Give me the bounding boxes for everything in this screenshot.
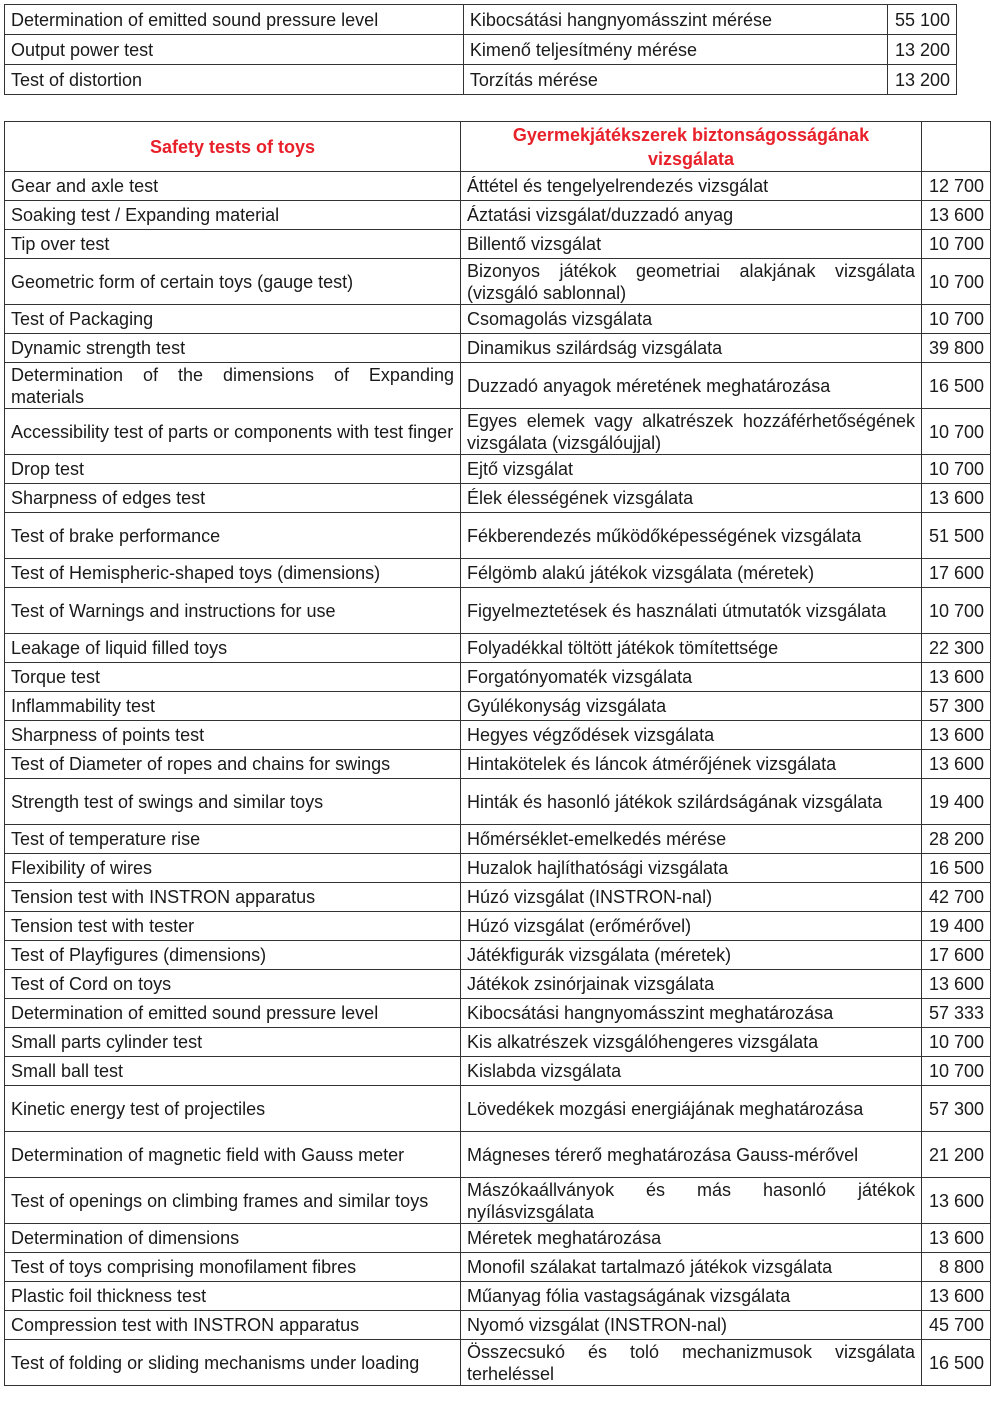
test-name-en: Flexibility of wires [5, 854, 461, 883]
test-name-hu: Félgömb alakú játékok vizsgálata (méretek) [461, 559, 922, 588]
test-price: 13 600 [922, 201, 991, 230]
table-row [5, 912, 991, 941]
test-name-hu: Kislabda vizsgálata [461, 1057, 922, 1086]
test-name-en: Test of Warnings and instructions for use [5, 588, 461, 634]
test-name-en: Leakage of liquid filled toys [5, 634, 461, 663]
test-name-hu: Mágneses térerő meghatározása Gauss-mérővel [461, 1132, 922, 1178]
test-name-hu: Mászókaállványok és más hasonló játékok nyílásvizsgálata [461, 1178, 922, 1224]
test-name-hu: Áztatási vizsgálat/duzzadó anyag [461, 201, 922, 230]
test-price: 13 200 [887, 65, 956, 95]
test-name-en: Soaking test / Expanding material [5, 201, 461, 230]
table-row [5, 825, 991, 854]
table-row [5, 1311, 991, 1340]
test-name-hu: Hegyes végződések vizsgálata [461, 721, 922, 750]
table-row [5, 1253, 991, 1282]
test-name-en: Accessibility test of parts or components with test finger [5, 409, 461, 455]
test-name-en: Tension test with tester [5, 912, 461, 941]
test-name-hu: Fékberendezés működőképességének vizsgálata [461, 513, 922, 559]
table-row [5, 883, 991, 912]
test-name-hu: Ejtő vizsgálat [461, 455, 922, 484]
test-name-en: Output power test [5, 35, 464, 65]
table-row [5, 201, 991, 230]
test-name-en: Small parts cylinder test [5, 1028, 461, 1057]
table-row [5, 970, 991, 999]
test-price: 42 700 [922, 883, 991, 912]
test-name-en: Determination of emitted sound pressure level [5, 5, 464, 35]
test-name-hu: Gyúlékonyság vizsgálata [461, 692, 922, 721]
test-name-hu: Bizonyos játékok geometriai alakjának vizsgálata (vizsgáló sablonnal) [461, 259, 922, 305]
table-row [5, 455, 991, 484]
test-name-hu: Hintakötelek és láncok átmérőjének vizsgálata [461, 750, 922, 779]
table-row [5, 305, 991, 334]
test-name-hu: Hinták és hasonló játékok szilárdságának vizsgálata [461, 779, 922, 825]
table-row [5, 1132, 991, 1178]
test-price: 17 600 [922, 941, 991, 970]
test-price: 10 700 [922, 1057, 991, 1086]
test-name-en: Gear and axle test [5, 172, 461, 201]
table-row [5, 750, 991, 779]
test-name-en: Strength test of swings and similar toys [5, 779, 461, 825]
test-name-en: Determination of magnetic field with Gauss meter [5, 1132, 461, 1178]
test-price: 21 200 [922, 1132, 991, 1178]
table-row [5, 721, 991, 750]
test-name-en: Test of Cord on toys [5, 970, 461, 999]
test-name-en: Test of toys comprising monofilament fibres [5, 1253, 461, 1282]
test-name-hu: Kis alkatrészek vizsgálóhengeres vizsgálata [461, 1028, 922, 1057]
table-row [5, 259, 991, 305]
test-name-en: Plastic foil thickness test [5, 1282, 461, 1311]
test-name-hu: Monofil szálakat tartalmazó játékok vizsgálata [461, 1253, 922, 1282]
test-name-en: Tension test with INSTRON apparatus [5, 883, 461, 912]
table-row [5, 513, 991, 559]
test-price: 19 400 [922, 912, 991, 941]
table-row [5, 1340, 991, 1386]
test-price: 22 300 [922, 634, 991, 663]
test-name-hu: Összecsukó és toló mechanizmusok vizsgálata terheléssel [461, 1340, 922, 1386]
test-name-en: Inflammability test [5, 692, 461, 721]
test-price: 13 600 [922, 970, 991, 999]
test-price: 13 600 [922, 1224, 991, 1253]
test-name-en: Geometric form of certain toys (gauge test) [5, 259, 461, 305]
test-name-hu: Huzalok hajlíthatósági vizsgálata [461, 854, 922, 883]
test-name-en: Torque test [5, 663, 461, 692]
test-name-en: Test of Packaging [5, 305, 461, 334]
table-row [5, 634, 991, 663]
test-price: 10 700 [922, 455, 991, 484]
test-name-en: Sharpness of points test [5, 721, 461, 750]
test-name-en: Determination of emitted sound pressure level [5, 999, 461, 1028]
table-row [5, 5, 957, 35]
test-name-hu: Játékok zsinórjainak vizsgálata [461, 970, 922, 999]
table-row [5, 588, 991, 634]
test-price: 45 700 [922, 1311, 991, 1340]
table-row [5, 1057, 991, 1086]
test-price: 57 300 [922, 1086, 991, 1132]
test-name-hu: Játékfigurák vizsgálata (méretek) [461, 941, 922, 970]
table-row [5, 999, 991, 1028]
test-name-en: Test of openings on climbing frames and similar toys [5, 1178, 461, 1224]
test-name-hu: Folyadékkal töltött játékok tömítettsége [461, 634, 922, 663]
table-row [5, 334, 991, 363]
test-name-en: Test of Hemispheric-shaped toys (dimensions) [5, 559, 461, 588]
test-price: 13 200 [887, 35, 956, 65]
top-price-table [4, 4, 957, 95]
test-name-hu: Figyelmeztetések és használati útmutatók vizsgálata [461, 588, 922, 634]
test-name-hu: Lövedékek mozgási energiájának meghatározása [461, 1086, 922, 1132]
test-name-en: Kinetic energy test of projectiles [5, 1086, 461, 1132]
test-price: 16 500 [922, 363, 991, 409]
test-name-en: Test of distortion [5, 65, 464, 95]
safety-rows [5, 172, 991, 1386]
section-title-hu: Gyermekjátékszerek biztonságosságának vizsgálata [461, 122, 922, 172]
test-name-hu: Duzzadó anyagok méretének meghatározása [461, 363, 922, 409]
test-name-en: Determination of dimensions [5, 1224, 461, 1253]
section-header [5, 122, 991, 172]
table-row [5, 779, 991, 825]
table-row [5, 854, 991, 883]
test-name-hu: Húzó vizsgálat (erőmérővel) [461, 912, 922, 941]
test-name-hu: Forgatónyomaték vizsgálata [461, 663, 922, 692]
table-row [5, 559, 991, 588]
test-name-hu: Élek élességének vizsgálata [461, 484, 922, 513]
test-price: 13 600 [922, 484, 991, 513]
test-price: 28 200 [922, 825, 991, 854]
test-price: 8 800 [922, 1253, 991, 1282]
test-name-hu: Hőmérséklet-emelkedés mérése [461, 825, 922, 854]
test-price: 13 600 [922, 721, 991, 750]
test-price: 10 700 [922, 409, 991, 455]
table-row [5, 409, 991, 455]
test-name-hu: Húzó vizsgálat (INSTRON-nal) [461, 883, 922, 912]
test-price: 16 500 [922, 854, 991, 883]
test-name-hu: Kibocsátási hangnyomásszint meghatározása [461, 999, 922, 1028]
test-name-en: Test of temperature rise [5, 825, 461, 854]
test-price: 19 400 [922, 779, 991, 825]
table-row [5, 484, 991, 513]
test-name-hu: Kibocsátási hangnyomásszint mérése [463, 5, 887, 35]
table-row [5, 65, 957, 95]
test-price: 16 500 [922, 1340, 991, 1386]
table-row [5, 363, 991, 409]
test-price: 55 100 [887, 5, 956, 35]
test-price: 10 700 [922, 259, 991, 305]
safety-tests-table [4, 121, 991, 1386]
test-price: 13 600 [922, 663, 991, 692]
test-price: 10 700 [922, 588, 991, 634]
test-name-hu: Dinamikus szilárdság vizsgálata [461, 334, 922, 363]
section-price-blank [922, 122, 991, 172]
table-row [5, 1224, 991, 1253]
test-name-en: Compression test with INSTRON apparatus [5, 1311, 461, 1340]
table-row [5, 172, 991, 201]
test-name-en: Dynamic strength test [5, 334, 461, 363]
table-row [5, 941, 991, 970]
test-name-en: Drop test [5, 455, 461, 484]
test-name-en: Test of folding or sliding mechanisms under loading [5, 1340, 461, 1386]
table-row [5, 35, 957, 65]
test-price: 51 500 [922, 513, 991, 559]
table-row [5, 1178, 991, 1224]
test-price: 17 600 [922, 559, 991, 588]
test-price: 10 700 [922, 305, 991, 334]
test-name-hu: Torzítás mérése [463, 65, 887, 95]
table-row [5, 230, 991, 259]
table-row [5, 1282, 991, 1311]
test-name-en: Test of Diameter of ropes and chains for swings [5, 750, 461, 779]
test-name-en: Test of Playfigures (dimensions) [5, 941, 461, 970]
test-price: 57 333 [922, 999, 991, 1028]
test-price: 57 300 [922, 692, 991, 721]
table-row [5, 663, 991, 692]
test-name-hu: Csomagolás vizsgálata [461, 305, 922, 334]
test-price: 10 700 [922, 1028, 991, 1057]
table-row [5, 692, 991, 721]
test-price: 13 600 [922, 1178, 991, 1224]
test-price: 13 600 [922, 750, 991, 779]
test-name-hu: Kimenő teljesítmény mérése [463, 35, 887, 65]
test-name-hu: Billentő vizsgálat [461, 230, 922, 259]
test-name-en: Test of brake performance [5, 513, 461, 559]
test-price: 12 700 [922, 172, 991, 201]
test-name-hu: Áttétel és tengelyelrendezés vizsgálat [461, 172, 922, 201]
test-name-hu: Méretek meghatározása [461, 1224, 922, 1253]
test-name-hu: Műanyag fólia vastagságának vizsgálata [461, 1282, 922, 1311]
test-name-en: Sharpness of edges test [5, 484, 461, 513]
table-row [5, 1086, 991, 1132]
table-row [5, 1028, 991, 1057]
test-name-en: Determination of the dimensions of Expanding materials [5, 363, 461, 409]
test-name-hu: Egyes elemek vagy alkatrészek hozzáférhetőségének vizsgálata (vizsgálóujjal) [461, 409, 922, 455]
test-price: 13 600 [922, 1282, 991, 1311]
test-name-en: Tip over test [5, 230, 461, 259]
section-title-en: Safety tests of toys [5, 122, 461, 172]
test-price: 10 700 [922, 230, 991, 259]
test-name-en: Small ball test [5, 1057, 461, 1086]
test-name-hu: Nyomó vizsgálat (INSTRON-nal) [461, 1311, 922, 1340]
test-price: 39 800 [922, 334, 991, 363]
